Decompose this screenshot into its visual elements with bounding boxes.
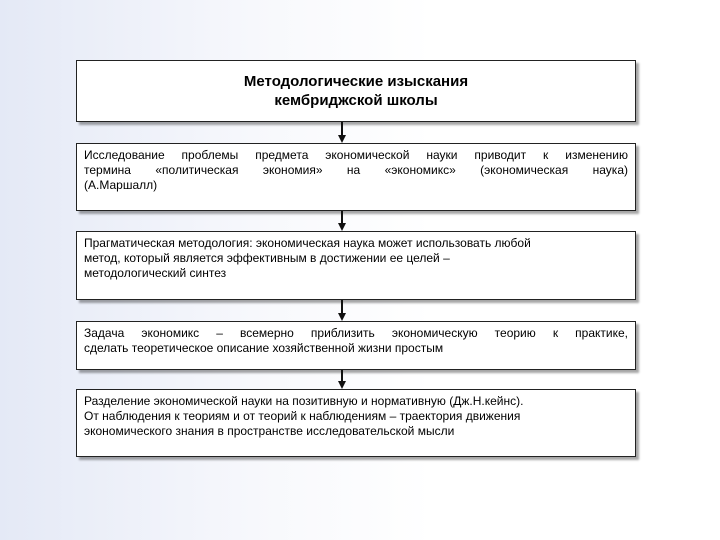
step-4-line-3: экономического знания в пространстве исследовательской мысли [84, 424, 455, 438]
step-2-line-3: методологический синтез [84, 266, 227, 280]
step-box-1 [76, 143, 636, 211]
step-box-3 [76, 321, 636, 370]
step-4-line-1: Разделение экономической науки на позитивную и нормативную (Дж.Н.кейнс). [84, 394, 524, 408]
step-3-line-2: сделать теоретическое описание хозяйственной жизни простым [84, 341, 444, 355]
step-box-4 [76, 389, 636, 457]
step-1-line-2: термина «политическая экономия» на «экономикс» (экономическая наука) [84, 163, 628, 177]
diagram-title-box [76, 60, 636, 122]
step-3-line-1: Задача экономикс – всемерно приблизить экономическую теорию к практике, [84, 326, 628, 340]
down-arrow-icon [339, 211, 346, 231]
down-arrow-icon [339, 122, 346, 143]
step-4-line-2: От наблюдения к теориям и от теорий к наблюдениям – траектория движения [84, 409, 521, 423]
step-2-line-1: Прагматическая методология: экономическая наука может использовать любой [84, 236, 531, 250]
diagram-title-line-2: кембриджской школы [274, 92, 438, 109]
diagram-title-line-1: Методологические изыскания [243, 73, 469, 90]
down-arrow-icon [339, 370, 346, 389]
down-arrow-icon [339, 300, 346, 321]
step-2-line-2: метод, который является эффективным в достижении ее целей – [84, 251, 450, 265]
step-1-line-3: (А.Маршалл) [84, 178, 158, 192]
step-box-2 [76, 231, 636, 300]
step-1-line-1: Исследование проблемы предмета экономической науки приводит к изменению [84, 148, 628, 162]
